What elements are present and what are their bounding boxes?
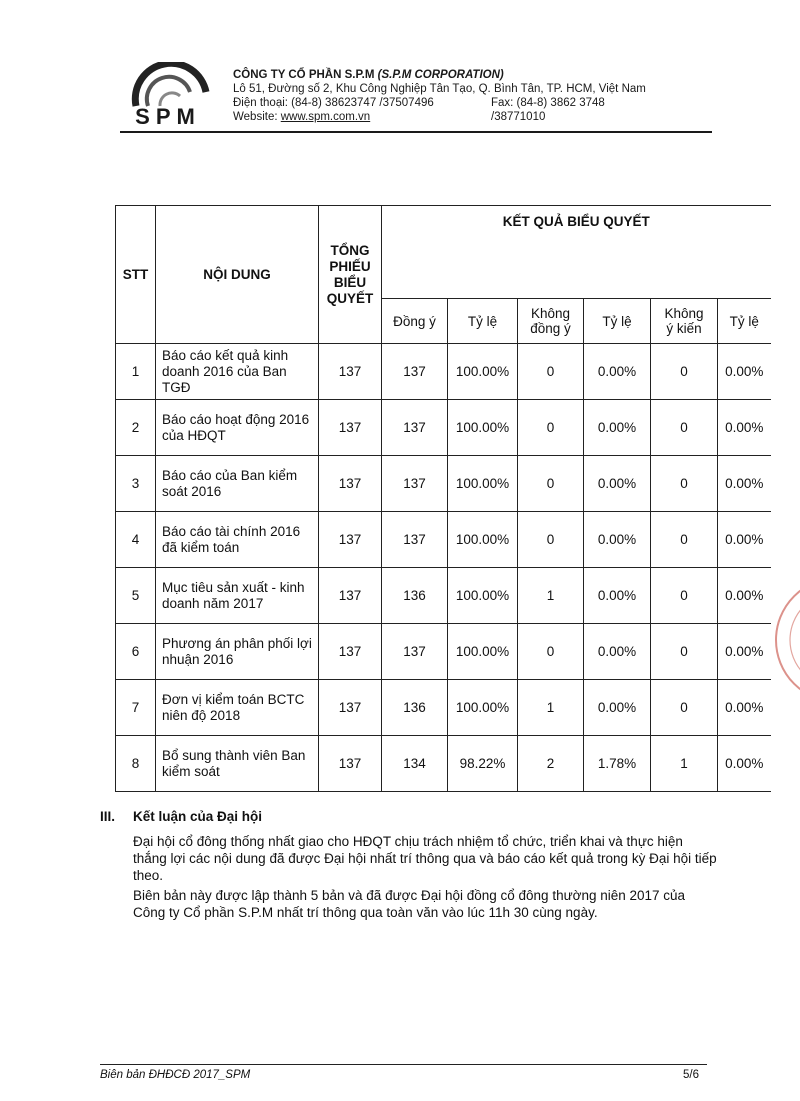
cell-total: 137: [319, 344, 382, 400]
header-no-opinion-ratio: Tỷ lệ: [718, 299, 771, 344]
conclusion-heading: [100, 808, 720, 825]
cell-agree-pct: 100.00%: [448, 344, 518, 400]
cell-disagree-pct: 0.00%: [584, 400, 651, 456]
company-info: [233, 68, 646, 124]
header-stt: STT: [116, 206, 156, 344]
cell-agree-pct: 100.00%: [448, 456, 518, 512]
cell-stt: 6: [116, 624, 156, 680]
cell-content: Báo cáo của Ban kiểm soát 2016: [156, 456, 319, 512]
logo-text: SPM: [135, 104, 201, 129]
cell-stt: 5: [116, 568, 156, 624]
cell-content: Báo cáo kết quả kinh doanh 2016 của Ban TGĐ: [156, 344, 319, 400]
section-title: Kết luận của Đại hội: [133, 809, 263, 824]
conclusion-section: [100, 808, 720, 921]
cell-content: Báo cáo hoạt động 2016 của HĐQT: [156, 400, 319, 456]
cell-disagree-pct: 1.78%: [584, 736, 651, 792]
cell-stt: 7: [116, 680, 156, 736]
cell-content: Báo cáo tài chính 2016 đã kiểm toán: [156, 512, 319, 568]
table-row: [116, 736, 771, 792]
cell-disagree-pct: 0.00%: [584, 624, 651, 680]
header-agree: Đồng ý: [382, 299, 448, 344]
cell-stt: 1: [116, 344, 156, 400]
cell-no-opinion-pct: 0.00%: [718, 344, 771, 400]
cell-content: Mục tiêu sản xuất - kinh doanh năm 2017: [156, 568, 319, 624]
table-row: [116, 344, 771, 400]
voting-results-table: [115, 205, 771, 792]
cell-no-opinion-pct: 0.00%: [718, 400, 771, 456]
table-row: [116, 400, 771, 456]
page-number: 5/6: [683, 1069, 699, 1081]
cell-disagree: 0: [518, 344, 584, 400]
website-link[interactable]: www.spm.com.vn: [280, 111, 371, 123]
cell-total: 137: [319, 624, 382, 680]
table-row: [116, 624, 771, 680]
cell-no-opinion: 0: [651, 456, 718, 512]
header-disagree-ratio: Tỷ lệ: [584, 299, 651, 344]
cell-agree: 137: [382, 624, 448, 680]
cell-content: Phương án phân phối lợi nhuận 2016: [156, 624, 319, 680]
cell-disagree-pct: 0.00%: [584, 680, 651, 736]
cell-stt: 2: [116, 400, 156, 456]
cell-total: 137: [319, 568, 382, 624]
company-name-en: (S.P.M CORPORATION): [377, 69, 504, 81]
footer-divider: [100, 1064, 707, 1065]
cell-total: 137: [319, 512, 382, 568]
cell-agree-pct: 100.00%: [448, 680, 518, 736]
cell-disagree-pct: 0.00%: [584, 456, 651, 512]
cell-agree: 137: [382, 344, 448, 400]
cell-no-opinion: 0: [651, 344, 718, 400]
cell-disagree-pct: 0.00%: [584, 568, 651, 624]
cell-total: 137: [319, 400, 382, 456]
conclusion-paragraph-2: Biên bản này được lập thành 5 bản và đã được Đại hội đồng cổ đông thường niên 2017 của Công ty Cổ phần S.P.M nhất trí thông qua toàn văn vào lúc 11h 30 cùng ngày.: [133, 888, 686, 920]
letterhead: [120, 62, 710, 134]
cell-disagree: 1: [518, 680, 584, 736]
cell-agree: 136: [382, 568, 448, 624]
header-divider: [120, 131, 712, 133]
cell-content: Đơn vị kiểm toán BCTC niên độ 2018: [156, 680, 319, 736]
cell-disagree: 0: [518, 512, 584, 568]
cell-agree: 137: [382, 456, 448, 512]
table-row: [116, 512, 771, 568]
table-row: [116, 456, 771, 512]
header-voting-result: KẾT QUẢ BIỂU QUYẾT: [382, 206, 771, 299]
cell-agree-pct: 100.00%: [448, 624, 518, 680]
cell-disagree: 2: [518, 736, 584, 792]
footer-doc-name: Biên bản ĐHĐCĐ 2017_SPM: [100, 1069, 251, 1081]
cell-disagree: 0: [518, 624, 584, 680]
cell-agree: 137: [382, 512, 448, 568]
website-line: Website: www.spm.com.vn: [233, 111, 371, 123]
cell-agree-pct: 100.00%: [448, 512, 518, 568]
header-total-votes: TỔNG PHIẾU BIỂU QUYẾT: [319, 206, 382, 344]
cell-stt: 8: [116, 736, 156, 792]
cell-no-opinion-pct: 0.00%: [718, 680, 771, 736]
cell-content: Bổ sung thành viên Ban kiểm soát: [156, 736, 319, 792]
header-agree-ratio: Tỷ lệ: [448, 299, 518, 344]
company-name: CÔNG TY CỔ PHẦN S.P.M (S.P.M CORPORATION): [233, 69, 504, 81]
cell-total: 137: [319, 680, 382, 736]
cell-no-opinion-pct: 0.00%: [718, 568, 771, 624]
cell-agree-pct: 98.22%: [448, 736, 518, 792]
cell-disagree: 0: [518, 400, 584, 456]
conclusion-paragraph-1: Đại hội cổ đông thống nhất giao cho HĐQT chịu trách nhiệm tổ chức, triển khai và thực hiện thắng lợi các nội dung đã được Đại hội nhất trí thông qua và báo cáo kết quả trong kỳ Đại hội tiếp theo.: [133, 834, 717, 883]
cell-no-opinion-pct: 0.00%: [718, 512, 771, 568]
cell-stt: 4: [116, 512, 156, 568]
cell-no-opinion: 0: [651, 680, 718, 736]
table-row: [116, 680, 771, 736]
section-numeral: III.: [100, 809, 116, 824]
header-disagree: Không đồng ý: [518, 299, 584, 344]
cell-stt: 3: [116, 456, 156, 512]
cell-no-opinion-pct: 0.00%: [718, 624, 771, 680]
cell-disagree-pct: 0.00%: [584, 344, 651, 400]
table-row: [116, 568, 771, 624]
company-address: Lô 51, Đường số 2, Khu Công Nghiệp Tân Tạo, Q. Bình Tân, TP. HCM, Việt Nam: [233, 83, 646, 95]
cell-no-opinion: 0: [651, 512, 718, 568]
cell-agree-pct: 100.00%: [448, 400, 518, 456]
cell-total: 137: [319, 736, 382, 792]
header-content: NỘI DUNG: [156, 206, 319, 344]
cell-agree: 136: [382, 680, 448, 736]
cell-no-opinion-pct: 0.00%: [718, 456, 771, 512]
red-seal-stamp-icon: [768, 565, 800, 715]
cell-no-opinion: 0: [651, 400, 718, 456]
cell-agree-pct: 100.00%: [448, 568, 518, 624]
cell-no-opinion: 1: [651, 736, 718, 792]
cell-disagree: 1: [518, 568, 584, 624]
cell-no-opinion-pct: 0.00%: [718, 736, 771, 792]
header-no-opinion: Không ý kiến: [651, 299, 718, 344]
cell-total: 137: [319, 456, 382, 512]
cell-disagree: 0: [518, 456, 584, 512]
cell-no-opinion: 0: [651, 624, 718, 680]
spm-logo: [120, 62, 216, 130]
cell-disagree-pct: 0.00%: [584, 512, 651, 568]
company-phone: Điện thoại: (84-8) 38623747 /37507496: [233, 97, 434, 109]
cell-agree: 137: [382, 400, 448, 456]
cell-no-opinion: 0: [651, 568, 718, 624]
cell-agree: 134: [382, 736, 448, 792]
company-fax: Fax: (84-8) 3862 3748 /38771010: [491, 97, 605, 123]
